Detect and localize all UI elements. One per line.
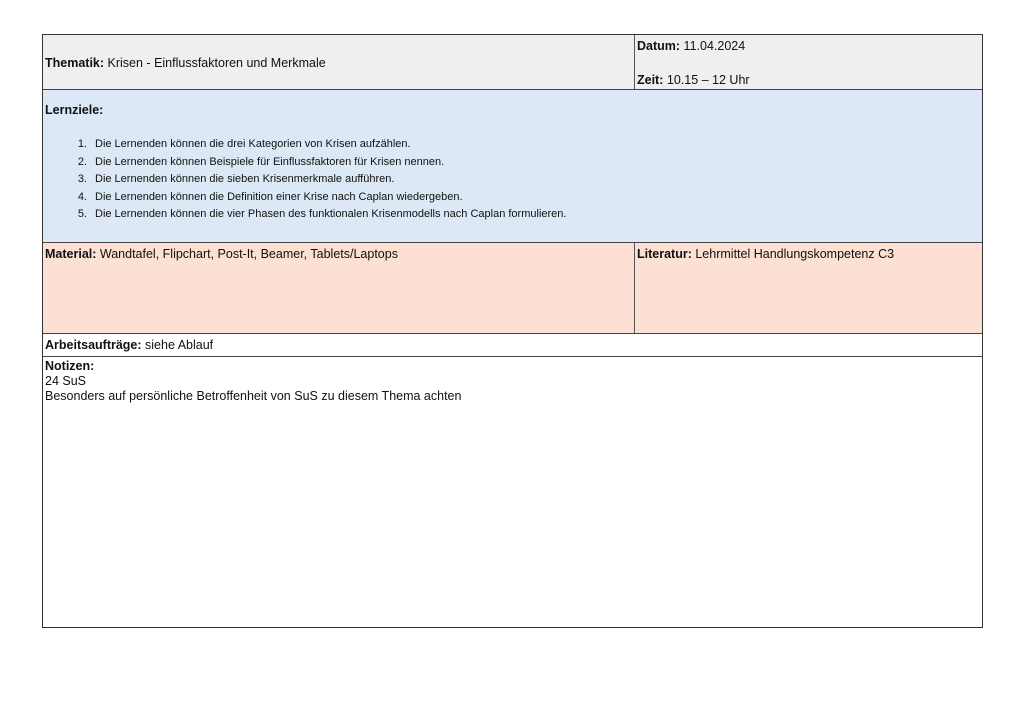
tasks-value: siehe Ablauf [145, 338, 214, 352]
goal-text: Die Lernenden können die Definition einer Krise nach Caplan wiedergeben. [95, 190, 463, 203]
literature-label: Literatur: [637, 247, 692, 261]
material-line [45, 247, 398, 261]
tasks-row [43, 334, 982, 357]
goal-item [63, 136, 566, 154]
topic-label: Thematik: [45, 56, 105, 70]
goal-number: 2. [77, 155, 87, 168]
header-row [43, 35, 982, 90]
goal-number: 3. [77, 173, 87, 186]
date-time-cell [635, 35, 982, 89]
notes-row [43, 357, 982, 627]
goal-item [63, 171, 566, 189]
notes-line: Besonders auf persönliche Betroffenheit von SuS zu diesem Thema achten [45, 389, 462, 403]
goal-text: Die Lernenden können die drei Kategorien von Krisen aufzählen. [95, 138, 411, 150]
material-row [43, 243, 982, 334]
material-value: Wandtafel, Flipchart, Post-It, Beamer, Tablets/Laptops [99, 247, 398, 261]
material-label: Material: [45, 247, 97, 261]
material-cell [43, 243, 635, 333]
tasks-label: Arbeitsaufträge: [45, 338, 142, 352]
goal-number: 1. [77, 138, 87, 150]
time-line [637, 73, 750, 87]
goal-text: Die Lernenden können die vier Phasen des funktionalen Krisenmodells nach Caplan formulieren. [95, 208, 567, 221]
goal-text: Die Lernenden können Beispiele für Einflussfaktoren für Krisen nennen. [95, 155, 445, 168]
goal-item [63, 206, 566, 224]
topic-cell [43, 35, 635, 89]
notes-block [45, 359, 461, 404]
goal-item [63, 189, 566, 207]
topic-value: Krisen - Einflussfaktoren und Merkmale [107, 56, 326, 70]
notes-label: Notizen: [45, 359, 95, 373]
lesson-plan-table [42, 34, 983, 628]
goals-label: Lernziele: [45, 103, 104, 117]
goal-number: 5. [77, 208, 87, 221]
notes-line: 24 SuS [45, 374, 87, 388]
literature-cell [635, 243, 982, 333]
tasks-line [45, 338, 213, 352]
goal-number: 4. [77, 190, 87, 203]
literature-line [637, 247, 894, 261]
goals-list [63, 136, 566, 224]
time-label: Zeit: [637, 73, 664, 87]
goal-text: Die Lernenden können die sieben Krisenmerkmale aufführen. [95, 173, 395, 186]
time-value: 10.15 – 12 Uhr [666, 73, 750, 87]
topic-line [45, 56, 326, 70]
goal-item [63, 154, 566, 172]
goals-row [43, 90, 982, 243]
date-label: Datum: [637, 39, 681, 53]
date-line [637, 39, 745, 53]
date-value: 11.04.2024 [683, 39, 746, 53]
literature-value: Lehrmittel Handlungskompetenz C3 [695, 247, 895, 261]
